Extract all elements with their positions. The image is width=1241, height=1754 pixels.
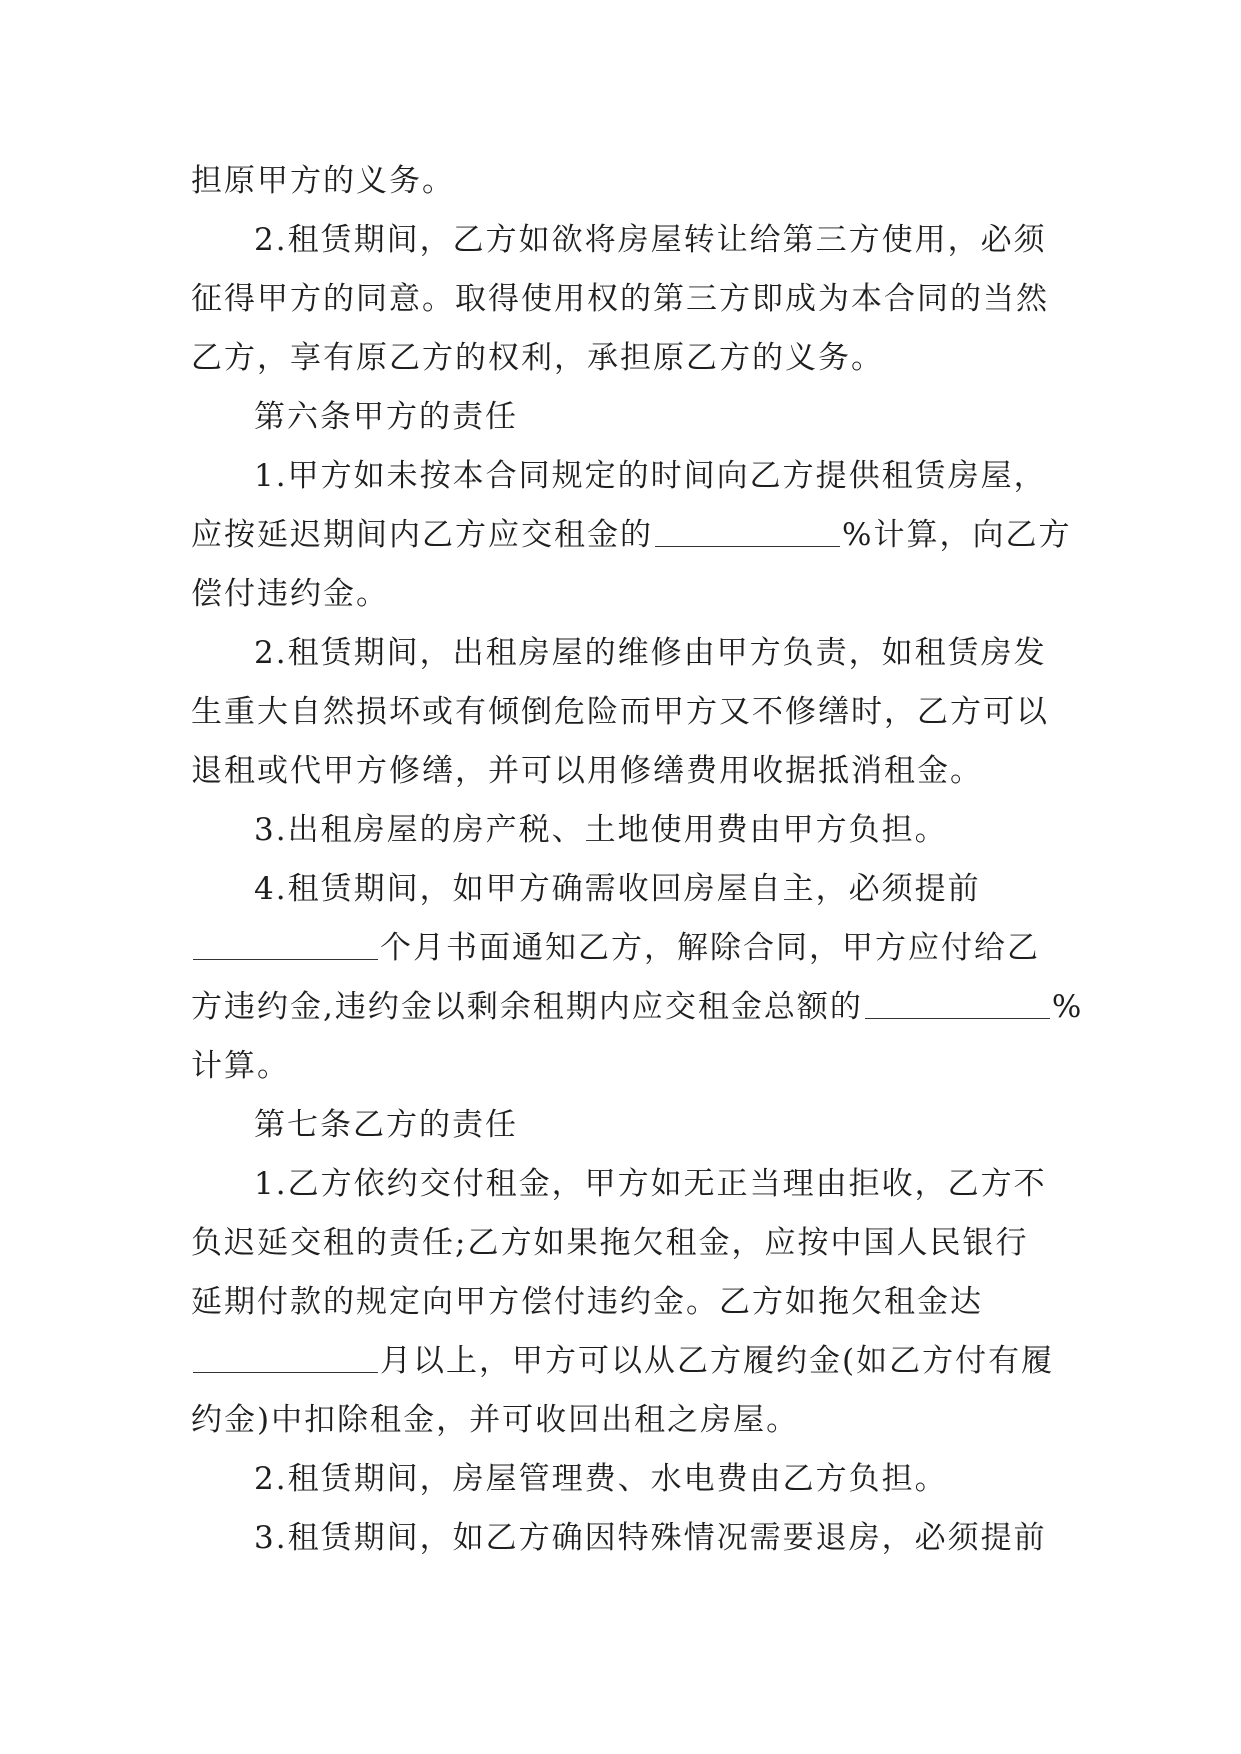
text-line bbox=[191, 978, 1084, 1037]
section-heading: 第七条乙方的责任 bbox=[254, 1107, 518, 1143]
text-segment: % bbox=[1051, 989, 1084, 1025]
text-line: 担原甲方的义务。 bbox=[191, 163, 455, 199]
text-line: 负迟延交租的责任;乙方如果拖欠租金，应按中国人民银行 bbox=[191, 1225, 1029, 1261]
fill-in-blank bbox=[655, 524, 840, 547]
text-segment: 个月书面通知乙方，解除合同，甲方应付给乙 bbox=[380, 930, 1040, 966]
text-line: 4.租赁期间，如甲方确需收回房屋自主，必须提前 bbox=[254, 871, 981, 907]
text-segment: 月以上，甲方可以从乙方履约金(如乙方付有履 bbox=[380, 1343, 1055, 1379]
text-line: 1.甲方如未按本合同规定的时间向乙方提供租赁房屋， bbox=[254, 458, 1047, 494]
fill-in-blank bbox=[193, 937, 378, 960]
fill-in-blank bbox=[193, 1350, 378, 1373]
text-line: 偿付违约金。 bbox=[191, 576, 389, 612]
text-line: 2.租赁期间，乙方如欲将房屋转让给第三方使用，必须 bbox=[254, 222, 1047, 258]
text-line: 3.租赁期间，如乙方确因特殊情况需要退房，必须提前 bbox=[254, 1520, 1047, 1556]
contract-text bbox=[191, 152, 1084, 1568]
text-line bbox=[191, 1332, 1061, 1391]
fill-in-blank bbox=[865, 996, 1050, 1019]
text-line: 1.乙方依约交付租金，甲方如无正当理由拒收，乙方不 bbox=[254, 1166, 1047, 1202]
text-segment: %计算，向乙方 bbox=[842, 517, 1072, 553]
text-segment: 应按延迟期间内乙方应交租金的 bbox=[191, 517, 653, 553]
text-line: 退租或代甲方修缮，并可以用修缮费用收据抵消租金。 bbox=[191, 753, 983, 789]
text-line: 计算。 bbox=[191, 1048, 290, 1084]
text-segment: 方违约金,违约金以剩余租期内应交租金总额的 bbox=[191, 989, 863, 1025]
section-heading: 第六条甲方的责任 bbox=[254, 399, 518, 435]
text-line bbox=[191, 919, 1061, 978]
text-line: 生重大自然损坏或有倾倒危险而甲方又不修缮时，乙方可以 bbox=[191, 694, 1049, 730]
text-line: 征得甲方的同意。取得使用权的第三方即成为本合同的当然 bbox=[191, 281, 1049, 317]
text-line: 2.租赁期间，房屋管理费、水电费由乙方负担。 bbox=[254, 1461, 948, 1497]
text-line: 约金)中扣除租金，并可收回出租之房屋。 bbox=[191, 1402, 800, 1438]
text-line: 延期付款的规定向甲方偿付违约金。乙方如拖欠租金达 bbox=[191, 1284, 983, 1320]
text-line: 3.出租房屋的房产税、土地使用费由甲方负担。 bbox=[254, 812, 948, 848]
text-line bbox=[191, 506, 1072, 565]
text-line: 乙方，享有原乙方的权利，承担原乙方的义务。 bbox=[191, 340, 884, 376]
text-line: 2.租赁期间，出租房屋的维修由甲方负责，如租赁房发 bbox=[254, 635, 1047, 671]
